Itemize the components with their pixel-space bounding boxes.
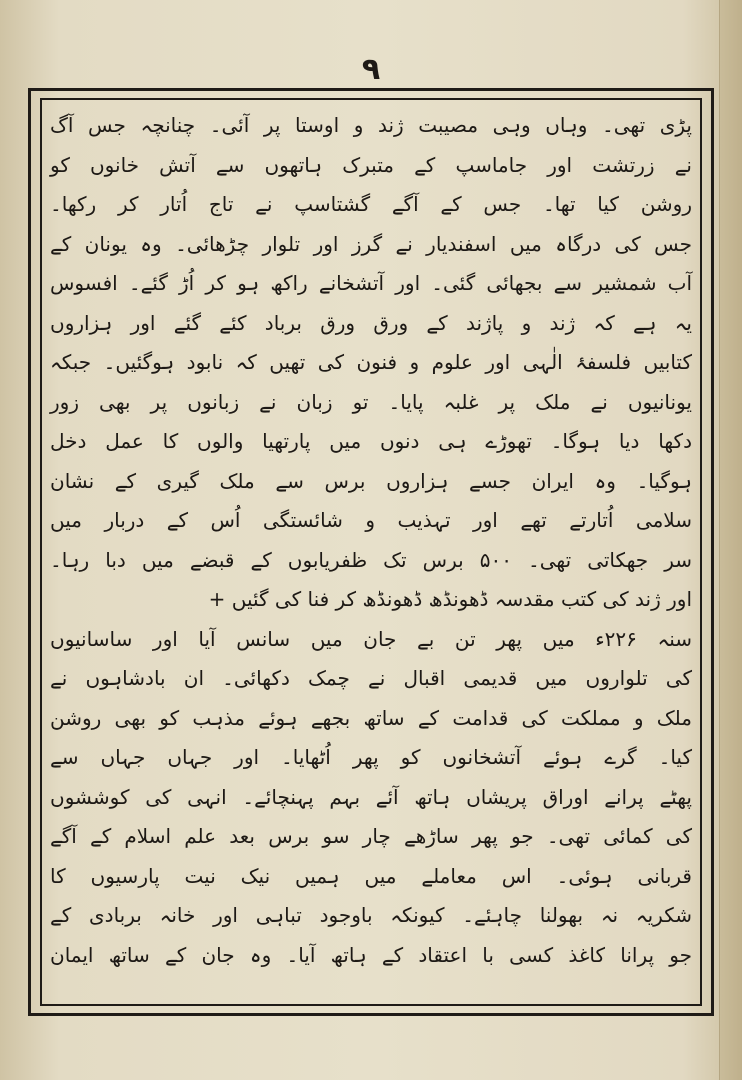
text-line: پڑی تھی۔ وہاں وہی مصیبت ژند و اوستا پر آئی۔ چنانچہ جس آگ	[50, 113, 692, 137]
text-line: کی تلواروں میں قدیمی اقبال نے چمک دکھائی۔ ان بادشاہوں نے	[50, 666, 692, 690]
text-line: سلامی اُتارتے تھے اور تہذیب و شائستگی اُس کے دربار میں	[50, 508, 692, 532]
text-line: کی کمائی تھی۔ جو پھر ساڑھے چار سو برس بعد علم اسلام کے آگے	[50, 824, 692, 848]
urdu-text-block	[46, 106, 696, 1000]
text-line: ہوگیا۔ وہ ایران جسے ہزاروں برس سے ملک گیری کے نشان	[50, 468, 692, 493]
text-line: ملک و مملکت کی قدامت کے ساتھ بجھے ہوئے مذہب کو بھی روشن	[50, 705, 692, 730]
text-line: جس کی درگاہ میں اسفندیار نے گرز اور تلوار چڑھائی۔ وہ یونان کے	[50, 231, 692, 256]
book-gutter	[719, 0, 742, 1080]
text-line: اور ژند کی کتب مقدسہ ڈھونڈھ ڈھونڈھ کر فنا کی گئیں +	[208, 587, 692, 611]
page-number: ۹	[361, 52, 381, 87]
text-line: دکھا دیا ہوگا۔ تھوڑے ہی دنوں میں پارتھیا والوں کا عمل دخل	[50, 429, 692, 453]
text-line: شکریہ نہ بھولنا چاہئے۔ کیونکہ باوجود تباہی اور خانہ بربادی کے	[50, 903, 692, 927]
text-line: آب شمشیر سے بجھائی گئی۔ اور آتشخانے راکھ ہو کر اُڑ گئے۔ افسوس	[50, 271, 692, 295]
text-line: نے زرتشت اور جاماسپ کے متبرک ہاتھوں سے آتش خانوں کو	[50, 152, 692, 177]
text-line: روشن کیا تھا۔ جس کے آگے گشتاسپ نے تاج اُتار کر رکھا۔	[50, 192, 692, 216]
text-line: کتابیں فلسفۂ الٰہی اور علوم و فنون کی تھیں کہ نابود ہوگئیں۔ جبکہ	[50, 350, 692, 374]
text-line: قربانی ہوئی۔ اس معاملے میں ہمیں نیک نیت پارسیوں کا	[50, 863, 692, 888]
text-line: سنہ ۲۲۶ء میں پھر تن بے جان میں سانس آیا اور ساسانیوں	[50, 626, 692, 651]
text-line: پھٹے پرانے اوراق پریشاں ہاتھ آئے بہم پہنچائے۔ انہی کی کوششوں	[50, 784, 692, 809]
text-line: یونانیوں نے ملک پر غلبہ پایا۔ تو زبان نے زبانوں پر بھی زور	[50, 389, 692, 414]
text-line: سر جھکاتی تھی۔ ۵۰۰ برس تک ظفریابوں کے قبضے میں دبا رہا۔	[50, 547, 692, 572]
text-line: یہ ہے کہ ژند و پاژند کے ورق ورق برباد کئے گئے اور ہزاروں	[50, 310, 692, 335]
text-line: جو پرانا کاغذ کسی با اعتقاد کے ہاتھ آیا۔ وہ جان کے ساتھ ایمان	[50, 942, 692, 967]
text-line: کیا۔ گرے ہوئے آتشخانوں کو پھر اُٹھایا۔ اور جہاں جہاں سے	[50, 745, 692, 769]
